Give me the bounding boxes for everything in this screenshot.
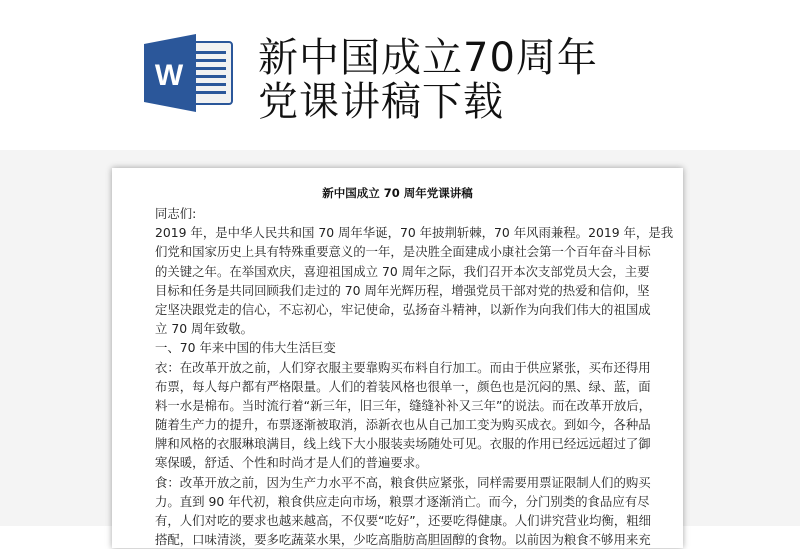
page-headline <box>258 36 598 124</box>
document-text-line: 同志们: <box>155 206 197 221</box>
document-text-line: 随着生产力的提升，布票逐渐被取消，添新衣也从自己加工变为购买成衣。到如今，各种品 <box>155 417 651 433</box>
document-text-line: 食：改革开放之前，因为生产力水平不高，粮食供应紧张，同样需要用票证限制人们的购买 <box>155 474 651 490</box>
document-body <box>155 204 674 549</box>
document-title: 新中国成立 70 周年党课讲稿 <box>322 186 473 200</box>
document-text-line: 牌和风格的衣服琳琅满目，线上线下大小服装卖场随处可见。衣服的作用已经远远超过了御 <box>155 436 651 452</box>
document-text-line: 的关键之年。在举国欢庆，喜迎祖国成立 70 周年之际，我们召开本次支部党员大会，主要 <box>155 263 650 279</box>
document-text-line: 定坚决跟党走的信心，不忘初心，牢记使命，弘扬奋斗精神，以新作为向我们伟大的祖国成 <box>155 301 651 317</box>
document-text-line: 目标和任务是共同回顾我们走过的 70 周年光辉历程，增强党员干部对党的热爱和信仰，坚 <box>155 282 650 298</box>
svg-text:W: W <box>154 59 184 92</box>
document-text-line: 2019 年，是中华人民共和国 70 周年华诞，70 年披荆斩棘，70 年风雨兼程。2019 年，是我 <box>155 225 674 241</box>
document-text-line: 有，人们对吃的要求也越来越高，不仅要“吃好”，还要吃得健康。人们讲究营业均衡，粗细 <box>155 513 652 528</box>
document-text-line: 衣：在改革开放之前，人们穿衣服主要靠购买布料自行加工。而由于供应紧张，买布还得用 <box>155 359 651 375</box>
document-text-line: 料一水是棉布。当时流行着“新三年，旧三年，缝缝补补又三年”的说法。而在改革开放后， <box>155 397 652 413</box>
document-text-line: 立 70 周年致敬。 <box>155 321 253 337</box>
document-text-line: 们党和国家历史上具有特殊重要意义的一年，是决胜全面建成小康社会第一个百年奋斗目标 <box>155 244 651 260</box>
word-icon <box>142 32 234 114</box>
document-text-line: 寒保暖，舒适、个性和时尚才是人们的普遍要求。 <box>155 455 428 471</box>
headline-line-1: 新中国成立70周年 <box>258 35 598 81</box>
document-page <box>112 168 683 548</box>
document-text-line: 力。直到 90 年代初，粮食供应走向市场，粮票才逐渐消亡。而今，分门别类的食品应有尽 <box>155 493 650 509</box>
document-text-line: 布票，每人每户都有严格限量。人们的着装风格也很单一，颜色也是沉闷的黑、绿、蓝，面 <box>155 378 651 394</box>
document-text-line: 一、70 年来中国的伟大生活巨变 <box>155 340 336 356</box>
document-text-line: 搭配，口味清淡，要多吃蔬菜水果，少吃高脂肪高胆固醇的食物。以前因为粮食不够用来充 <box>155 532 651 548</box>
headline-line-2: 党课讲稿下载 <box>258 79 504 125</box>
